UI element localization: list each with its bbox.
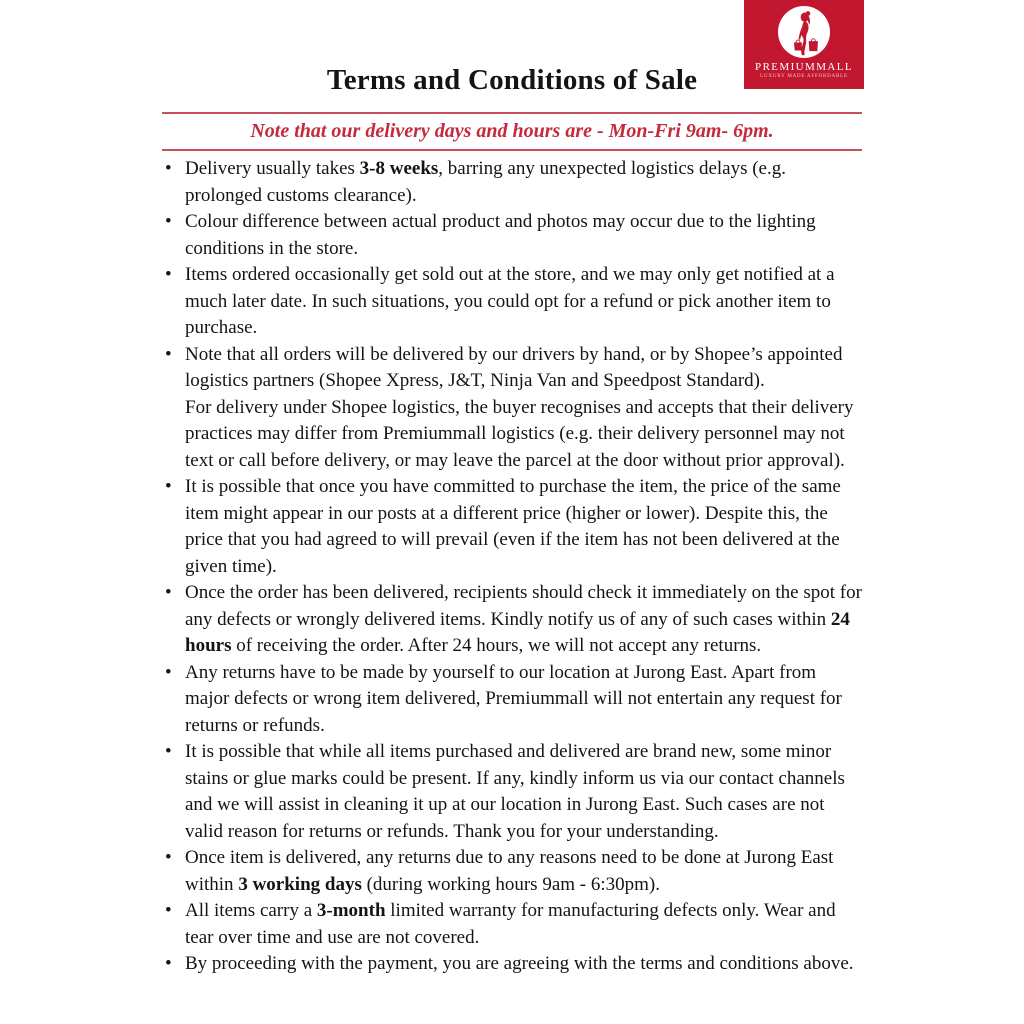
term-item: • Items ordered occasionally get sold out at the store, and we may only get notified at a much later date. In such situations, you could opt for a refund or pick another item to purchase.: [162, 262, 862, 342]
term-item: • By proceeding with the payment, you are agreeing with the terms and conditions above.: [162, 951, 862, 978]
document-content: [162, 0, 862, 978]
brand-tagline: LUXURY MADE AFFORDABLE: [760, 74, 848, 79]
delivery-note-band: [162, 112, 862, 151]
term-item: • All items carry a 3-month limited warranty for manufacturing defects only. Wear and tear over time and use are not covered.: [162, 898, 862, 951]
term-item: • Any returns have to be made by yourself to our location at Jurong East. Apart from major defects or wrong item delivered, Premiummall will not entertain any request for returns or refunds.: [162, 660, 862, 740]
term-item: • Note that all orders will be delivered by our drivers by hand, or by Shopee’s appointed logistics partners (Shopee Xpress, J&T, Ninja Van and Speedpost Standard). For delivery under Shopee logistics, the buyer recognises and accepts that their delivery practices may differ from Premiummall logistics (e.g. their delivery personnel may not text or call before delivery, or may leave the parcel at the door without prior approval).: [162, 342, 862, 475]
term-item: • Colour difference between actual product and photos may occur due to the lighting conditions in the store.: [162, 209, 862, 262]
term-item: • Once item is delivered, any returns due to any reasons need to be done at Jurong East within 3 working days (during working hours 9am - 6:30pm).: [162, 845, 862, 898]
brand-name: PREMIUMMALL: [755, 61, 853, 73]
term-item: • It is possible that while all items purchased and delivered are brand new, some minor stains or glue marks could be present. If any, kindly inform us via our contact channels and we will assist in cleaning it up at our location in Jurong East. Such cases are not valid reason for returns or refunds. Thank you for your understanding.: [162, 739, 862, 845]
term-item: • It is possible that once you have committed to purchase the item, the price of the same item might appear in our posts at a different price (higher or lower). Despite this, the price that you had agreed to will prevail (even if the item has not been delivered at the given time).: [162, 474, 862, 580]
delivery-note-text: Note that our delivery days and hours are - Mon-Fri 9am- 6pm.: [250, 120, 774, 142]
premiummall-logo: [744, 0, 864, 89]
term-item: • Delivery usually takes 3-8 weeks, barring any unexpected logistics delays (e.g. prolonged customs clearance).: [162, 156, 862, 209]
page-title: Terms and Conditions of Sale: [326, 64, 698, 96]
terms-list: [162, 156, 862, 978]
logo-circle: [778, 6, 830, 58]
woman-shopper-silhouette-icon: [784, 11, 824, 58]
term-item: • Once the order has been delivered, recipients should check it immediately on the spot for any defects or wrongly delivered items. Kindly notify us of any of such cases within 24 hours of receiving the order. After 24 hours, we will not accept any returns.: [162, 580, 862, 660]
